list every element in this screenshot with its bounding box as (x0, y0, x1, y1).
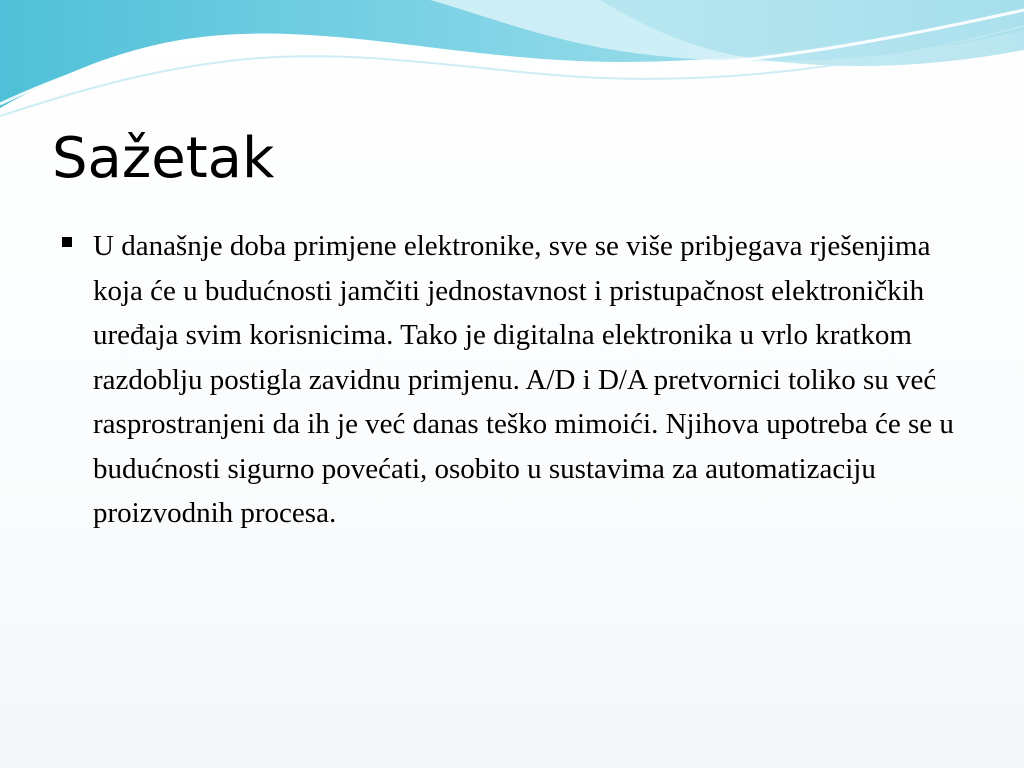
square-bullet-icon (62, 237, 72, 247)
bullet-text: U današnje doba primjene elektronike, sve se više pribjegava rješenjima koja će u budućnosti jamčiti jednostavnost i pristupačnost elektroničkih uređaja svim korisnicima. Tako je digitalna elektronika u vrlo kratkom razdoblju postigla zavidnu primjenu. A/D i D/A pretvornici toliko su već rasprostranjeni da ih je već danas teško mimoići. Njihova upotreba će se u budućnosti sigurno povećati, osobito u sustavima za automatizaciju proizvodnih procesa. (93, 230, 954, 529)
slide-title: Sažetak (52, 126, 275, 191)
bullet-list (62, 224, 962, 536)
header-wave-decoration (0, 0, 1024, 130)
bullet-item (62, 224, 962, 536)
